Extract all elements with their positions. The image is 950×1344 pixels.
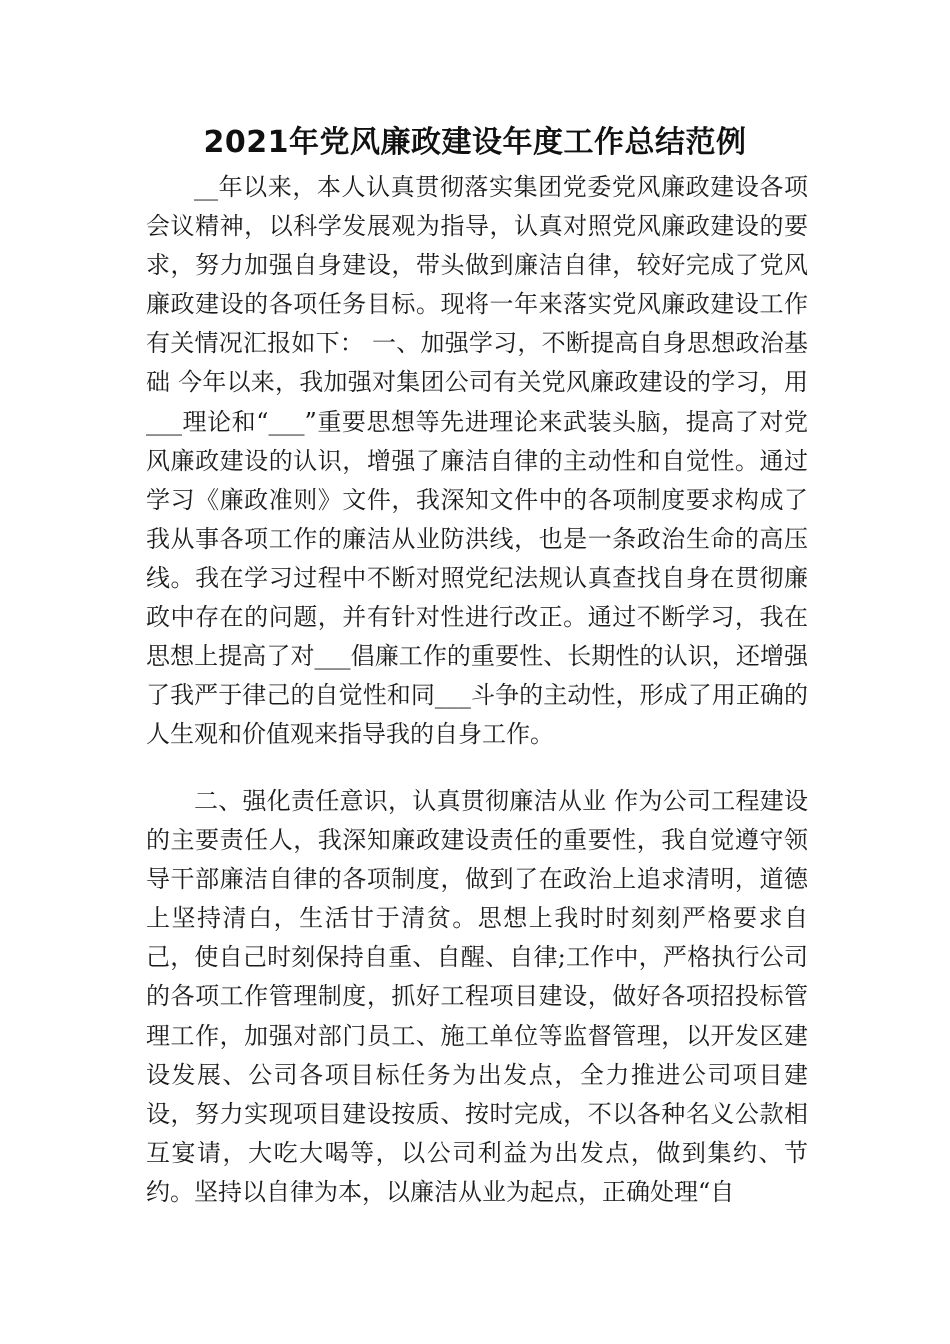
paragraph-1-text: __年以来，本人认真贯彻落实集团党委党风廉政建设各项会议精神，以科学发展观为指导，认真对照党风廉政建设的要求，努力加强自身建设，带头做到廉洁自律，较好完成了党风廉政建设的各项任务目标。现将一年来落实党风廉政建设工作有关情况汇报如下： 一、加强学习，不断提高自身思想政治基础 今年以来，我加强对集团公司有关党风廉政建设的学习，用___理论和“___”重要思想等先进理论来武装头脑，提高了对党风廉政建设的认识，增强了廉洁自律的主动性和自觉性。通过学习《廉政准则》文件，我深知文件中的各项制度要求构成了我从事各项工作的廉洁从业防洪线，也是一条政治生命的高压线。我在学习过程中不断对照党纪法规认真查找自身在贯彻廉政中存在的问题，并有针对性进行改正。通过不断学习，我在思想上提高了对___倡廉工作的重要性、长期性的认识，还增强了我严于律己的自觉性和同___斗争的主动性，形成了用正确的人生观和价值观来指导我的自身工作。 (146, 173, 808, 749)
paragraph-1 (146, 168, 808, 754)
paragraph-2-text: 二、强化责任意识，认真贯彻廉洁从业 作为公司工程建设的主要责任人，我深知廉政建设责任的重要性，我自觉遵守领导干部廉洁自律的各项制度，做到了在政治上追求清明，道德上坚持清白，生活甘于清贫。思想上我时时刻刻严格要求自己，使自己时刻保持自重、自醒、自律;工作中，严格执行公司的各项工作管理制度，抓好工程项目建设，做好各项招投标管理工作，加强对部门员工、施工单位等监督管理，以开发区建设发展、公司各项目标任务为出发点，全力推进公司项目建设，努力实现项目建设按质、按时完成，不以各种名义公款相互宴请，大吃大喝等，以公司利益为出发点，做到集约、节约。坚持以自律为本，以廉洁从业为起点，正确处理“自 (146, 787, 808, 1206)
paragraph-2 (146, 782, 808, 1212)
document-title: 2021年党风廉政建设年度工作总结范例 (203, 125, 747, 160)
